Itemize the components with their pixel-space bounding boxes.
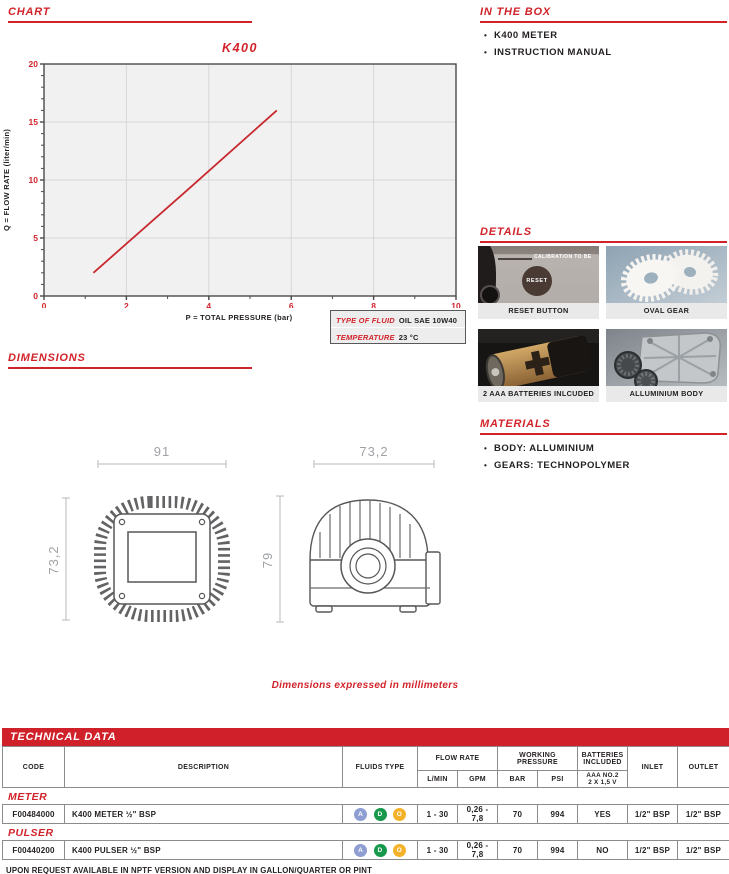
- fluid-badge-d: D: [374, 808, 387, 821]
- col-header-bar: BAR: [498, 771, 538, 788]
- cell-lmin: 1 - 30: [418, 805, 458, 824]
- cell-code: F00484000: [3, 805, 65, 824]
- chart-section-title: CHART: [8, 6, 51, 18]
- aluminium-body-photo: [606, 329, 727, 386]
- section-rule: [480, 433, 727, 435]
- svg-text:2: 2: [124, 301, 129, 308]
- col-header-batteries-sub: [578, 771, 628, 788]
- front-view-drawing: [40, 440, 255, 640]
- fluid-type-value: OIL SAE 10W40: [398, 316, 458, 325]
- fluid-type-label: TYPE OF FLUID: [336, 316, 395, 325]
- col-header-flow-rate: FLOW RATE: [418, 747, 498, 771]
- cell-inlet: 1/2" BSP: [628, 841, 678, 860]
- svg-text:5: 5: [33, 233, 38, 243]
- detail-tile-aluminium-body: [606, 329, 727, 402]
- cell-outlet: 1/2" BSP: [678, 841, 729, 860]
- batteries-sub-line1: AAA NO.2: [586, 772, 619, 779]
- chart-y-axis-label: Q = FLOW RATE (liter/min): [2, 128, 11, 232]
- section-rule: [8, 21, 252, 23]
- detail-tile-reset-button: [478, 246, 599, 319]
- chart-x-axis-label: P = TOTAL PRESSURE (bar): [185, 313, 293, 322]
- dimension-height-label: 79: [260, 551, 275, 569]
- flow-rate-chart: [18, 56, 462, 308]
- svg-text:6: 6: [288, 301, 294, 308]
- cell-bar: 70: [498, 841, 538, 860]
- materials-title: MATERIALS: [480, 418, 551, 430]
- cell-description: K400 PULSER ½" BSP: [65, 841, 343, 860]
- oval-gear-photo: [606, 246, 727, 303]
- cell-psi: 994: [538, 841, 578, 860]
- temperature-value: 23 °C: [398, 333, 419, 342]
- col-header-gpm: GPM: [458, 771, 498, 788]
- fluid-badge-d: D: [374, 844, 387, 857]
- fluid-conditions-box: [330, 310, 466, 344]
- tile-caption: 2 AAA BATTERIES INLCUDED: [478, 386, 599, 402]
- list-item: • BODY: ALLUMINIUM: [484, 440, 630, 457]
- list-item: • INSTRUCTION MANUAL: [484, 44, 612, 61]
- technical-data-block: [2, 728, 729, 874]
- cell-description: K400 METER ½" BSP: [65, 805, 343, 824]
- section-chart: [8, 6, 252, 23]
- cell-gpm: 0,26 - 7,8: [458, 805, 498, 824]
- svg-text:8: 8: [371, 301, 376, 308]
- cell-outlet: 1/2" BSP: [678, 805, 729, 824]
- svg-text:20: 20: [28, 59, 38, 69]
- technical-data-title-bar: [2, 728, 729, 746]
- section-dimensions: [8, 352, 252, 369]
- reset-button-photo: [478, 246, 599, 303]
- machine-knob: [482, 287, 498, 303]
- in-the-box-title: IN THE BOX: [480, 6, 551, 18]
- dimension-width-label: 73,2: [359, 444, 389, 459]
- calibration-line: [498, 258, 532, 260]
- col-header-inlet: INLET: [628, 747, 678, 788]
- dimension-height-label: 73,2: [46, 545, 61, 575]
- section-details: [480, 226, 727, 243]
- temperature-row: [331, 327, 465, 343]
- technical-data-title: TECHNICAL DATA: [10, 731, 117, 743]
- side-view-drawing: [252, 440, 467, 640]
- col-header-code: CODE: [3, 747, 65, 788]
- col-header-description: DESCRIPTION: [65, 747, 343, 788]
- cell-code: F00440200: [3, 841, 65, 860]
- cell-gpm: 0,26 - 7,8: [458, 841, 498, 860]
- col-header-working-pressure: WORKING PRESSURE: [498, 747, 578, 771]
- list-item: • K400 METER: [484, 27, 612, 44]
- calibration-text: CALIBRATION TO BE: [534, 254, 592, 260]
- group-label-pulser: PULSER: [8, 827, 54, 839]
- group-label-meter: METER: [8, 791, 48, 803]
- dimension-width-label: 91: [153, 444, 171, 459]
- list-item: • GEARS: TECHNOPOLYMER: [484, 457, 630, 474]
- temperature-label: TEMPERATURE: [336, 333, 395, 342]
- detail-tile-oval-gear: [606, 246, 727, 319]
- section-in-the-box: [480, 6, 727, 23]
- cell-bar: 70: [498, 805, 538, 824]
- batteries-photo: [478, 329, 599, 386]
- svg-text:0: 0: [33, 291, 38, 301]
- detail-tile-batteries: [478, 329, 599, 402]
- cell-psi: 994: [538, 805, 578, 824]
- pulser-row: [2, 840, 729, 860]
- svg-text:15: 15: [28, 117, 38, 127]
- aluminium-body-art: [606, 329, 727, 386]
- chart-title: K400: [222, 41, 258, 55]
- tile-caption: RESET BUTTON: [478, 303, 599, 319]
- col-header-psi: PSI: [538, 771, 578, 788]
- fluid-badge-a: A: [354, 808, 367, 821]
- details-tiles: [478, 246, 727, 402]
- svg-text:4: 4: [206, 301, 212, 308]
- col-header-fluids-type: FLUIDS TYPE: [343, 747, 418, 788]
- batteries-sub-line2: 2 X 1,5 V: [588, 779, 617, 786]
- meter-row: [2, 804, 729, 824]
- in-the-box-list: [484, 27, 612, 61]
- table-footnote: UPON REQUEST AVAILABLE IN NPTF VERSION AND DISPLAY IN GALLON/QUARTER OR PINT: [6, 866, 373, 874]
- fluid-badge-a: A: [354, 844, 367, 857]
- reset-button: RESET: [522, 266, 552, 296]
- col-header-batteries: BATTERIES INCLUDED: [578, 747, 628, 771]
- details-title: DETAILS: [480, 226, 532, 238]
- col-header-lmin: L/MIN: [418, 771, 458, 788]
- cell-inlet: 1/2" BSP: [628, 805, 678, 824]
- oval-gear-art: [606, 246, 727, 303]
- cell-batteries: YES: [578, 805, 628, 824]
- section-rule: [8, 367, 252, 369]
- fluid-badge-o: O: [393, 844, 406, 857]
- cell-fluids: [343, 841, 418, 860]
- fluid-type-row: [331, 311, 465, 327]
- tile-caption: ALLUMINIUM BODY: [606, 386, 727, 402]
- cell-lmin: 1 - 30: [418, 841, 458, 860]
- svg-text:0: 0: [41, 301, 47, 308]
- section-materials: [480, 418, 727, 435]
- svg-text:10: 10: [28, 175, 38, 185]
- battery-art: [478, 329, 599, 386]
- col-header-outlet: OUTLET: [678, 747, 729, 788]
- materials-list: [484, 440, 630, 474]
- cell-fluids: [343, 805, 418, 824]
- dimensions-note: Dimensions expressed in millimeters: [271, 680, 459, 691]
- svg-text:10: 10: [451, 301, 461, 308]
- cell-batteries: NO: [578, 841, 628, 860]
- fluid-badge-o: O: [393, 808, 406, 821]
- section-rule: [480, 21, 727, 23]
- section-rule: [480, 241, 727, 243]
- dimensions-title: DIMENSIONS: [8, 352, 86, 364]
- technical-data-header-table: [2, 746, 729, 788]
- tile-caption: OVAL GEAR: [606, 303, 727, 319]
